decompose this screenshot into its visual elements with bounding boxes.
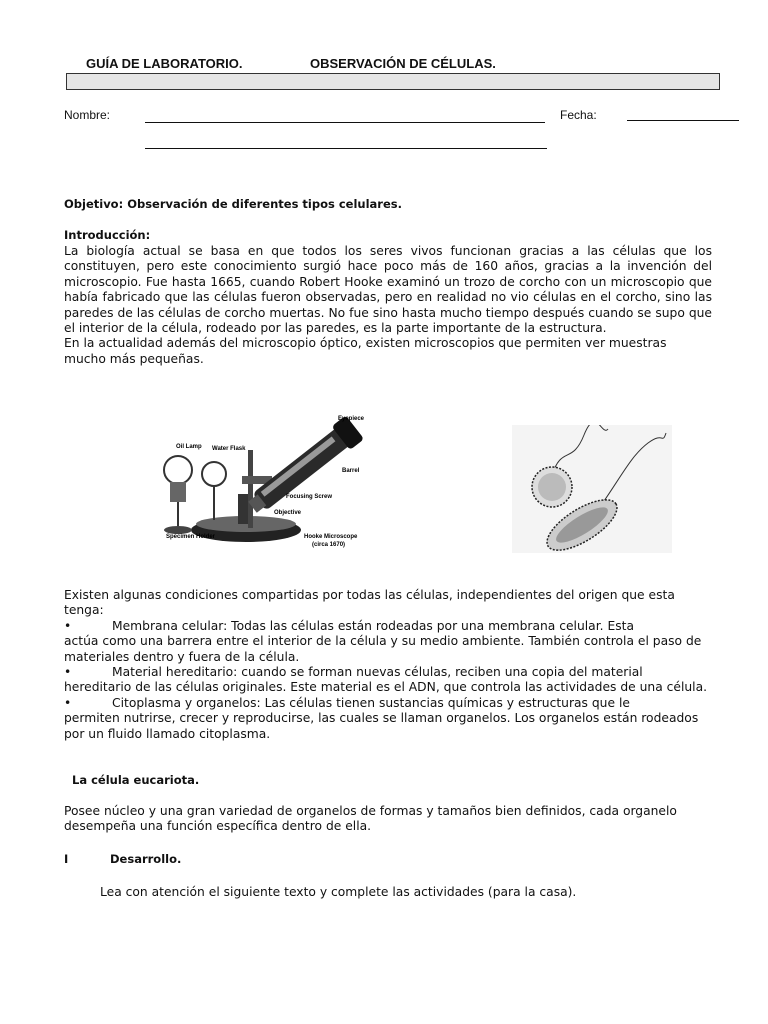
condition-first-line: Membrana celular: Todas las células están rodeadas por una membrana celular. Esta [112, 618, 634, 633]
intro-paragraph-2: En la actualidad además del microscopio óptico, existen microscopios que permiten ver muestras mucho más pequeñas. [64, 336, 667, 366]
condition-item [64, 696, 712, 711]
guide-subtitle: OBSERVACIÓN DE CÉLULAS. [310, 56, 496, 71]
hooke-microscope-figure [156, 410, 378, 553]
intro-text [64, 244, 712, 367]
condition-first-line: Citoplasma y organelos: Las células tienen sustancias químicas y estructuras que le [112, 695, 630, 710]
label-specimen-holder: Specimen Holder [166, 534, 216, 540]
caption-line-1: Hooke Microscope [304, 534, 358, 540]
label-oil-lamp: Oil Lamp [176, 444, 202, 450]
condition-rest: permiten nutrirse, crecer y reproducirse, las cuales se llaman organelos. Los organelos están rodeados por un fluido llamado citoplasma. [64, 711, 699, 741]
eukaryote-text: Posee núcleo y una gran variedad de organelos de formas y tamaños bien definidos, cada organelo desempeña una función específica dentro de ella. [64, 804, 677, 834]
intro-paragraph-1: La biología actual se basa en que todos los seres vivos funcionan gracias a las células que los constituyen, pero este conocimiento surgió hace poco más de 160 años, gracias a la invención del microscopio. Fue hasta 1665, cuando Robert Hooke examinó un trozo de corcho con un microscopio que había fabricado que las células fueron observadas, pero en realidad no vio células en el corcho, sino las paredes de las células de corcho muertas. No fue sino hasta mucho tiempo después cuando se supo que el interior de la célula, rodeado por las paredes, es la parte importante de la estructura. [64, 244, 712, 336]
caption-line-2: (circa 1670) [312, 542, 346, 548]
date-label: Fecha: [560, 108, 597, 122]
name-line[interactable] [145, 122, 545, 123]
date-line[interactable] [627, 120, 739, 121]
bullet: • [64, 665, 72, 680]
intro-heading: Introducción: [64, 228, 151, 242]
label-eyepiece: Eyepiece [338, 416, 365, 422]
name-line-2[interactable] [145, 148, 547, 149]
condition-item [64, 619, 712, 634]
label-objective: Objective [274, 510, 302, 516]
cells-figure [512, 425, 672, 553]
objective: Objetivo: Observación de diferentes tipos celulares. [64, 197, 402, 211]
condition-rest: actúa como una barrera entre el interior de la célula y su medio ambiente. También controla el paso de materiales dentro y fuera de la célula. [64, 634, 702, 664]
eukaryote-heading: La célula eucariota. [72, 773, 200, 787]
conditions-section [64, 588, 712, 742]
header-bar [66, 73, 720, 90]
conditions-intro: Existen algunas condiciones compartidas por todas las células, independientes del origen que esta tenga: [64, 588, 675, 618]
name-label: Nombre: [64, 108, 111, 122]
label-focusing-screw: Focusing Screw [286, 494, 333, 500]
condition-item [64, 665, 712, 680]
development-heading: Desarrollo. [110, 852, 182, 866]
label-water-flask: Water Flask [212, 446, 246, 452]
condition-first-line: Material hereditario: cuando se forman nuevas células, reciben una copia del material [112, 665, 643, 680]
bullet: • [64, 618, 72, 633]
development-numeral: I [64, 852, 69, 866]
guide-title: GUÍA DE LABORATORIO. [86, 56, 243, 71]
label-barrel: Barrel [342, 468, 360, 474]
condition-rest: hereditario de las células originales. Este material es el ADN, que controla las actividades de una célula. [64, 680, 708, 695]
development-instruction: Lea con atención el siguiente texto y complete las actividades (para la casa). [100, 885, 577, 899]
bullet: • [64, 695, 72, 710]
